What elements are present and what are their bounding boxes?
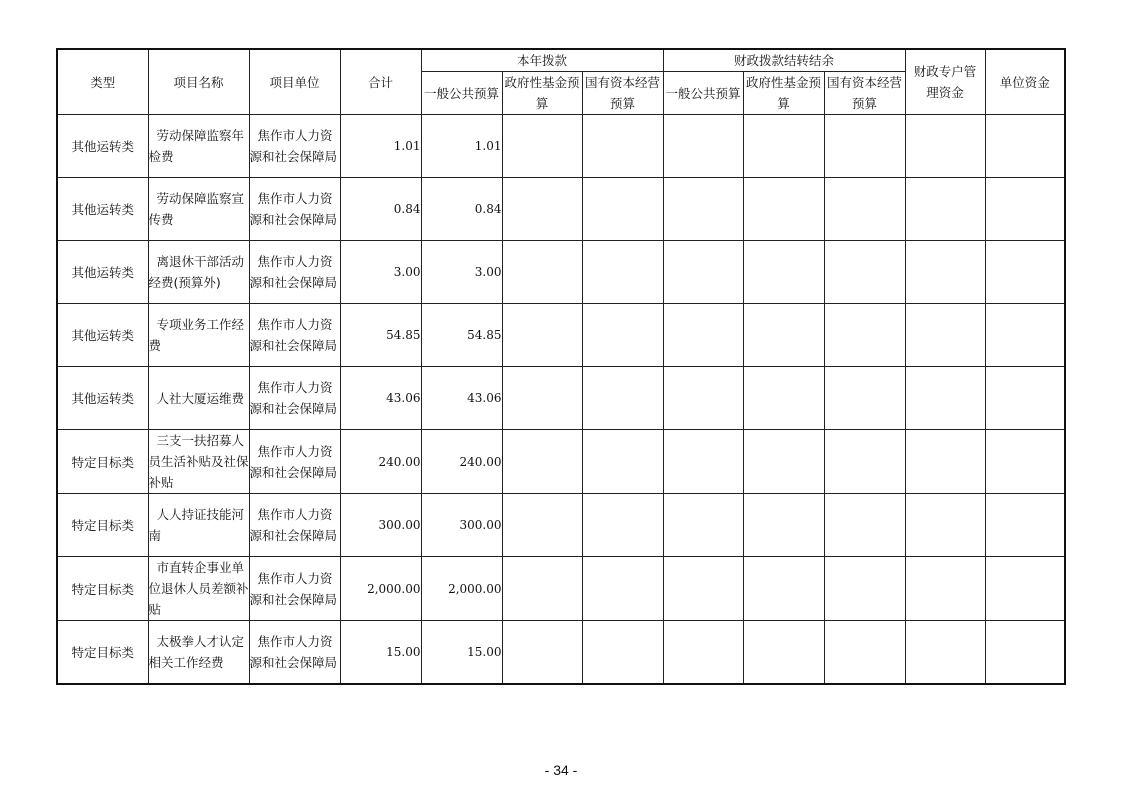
cell-type: 其他运转类: [57, 178, 148, 241]
header-current-gov-fund-budget: 政府性基金预算: [502, 72, 582, 115]
header-group-carryover: 财政拨款结转结余: [663, 49, 905, 72]
cell-total: 300.00: [340, 494, 421, 557]
cell-current-general-budget: 2,000.00: [421, 557, 502, 621]
cell-current-state-capital-budget: [582, 621, 663, 685]
project-name-text: 劳动保障监察年检费: [148, 128, 245, 164]
cell-carryover-general-budget: [663, 115, 743, 178]
project-name-text: 市直转企事业单位退休人员差额补贴: [148, 560, 249, 617]
cell-current-general-budget: 54.85: [421, 304, 502, 367]
cell-special-mgmt-funds: [905, 304, 985, 367]
cell-total: 240.00: [340, 430, 421, 494]
cell-carryover-state-capital-budget: [824, 367, 905, 430]
project-unit-text: 焦作市人力资源和社会保障局: [249, 380, 338, 416]
table-row: [57, 115, 1065, 178]
cell-carryover-state-capital-budget: [824, 304, 905, 367]
cell-type: 特定目标类: [57, 557, 148, 621]
cell-project-unit: [249, 557, 340, 621]
cell-unit-funds: [985, 115, 1065, 178]
table-row: [57, 621, 1065, 685]
page-number: - 34 -: [544, 762, 578, 778]
project-unit-text: 焦作市人力资源和社会保障局: [249, 254, 338, 290]
cell-project-name: [148, 115, 249, 178]
project-name-text: 太极拳人才认定相关工作经费: [148, 634, 245, 670]
table-row: [57, 241, 1065, 304]
project-unit-text: 焦作市人力资源和社会保障局: [249, 634, 338, 670]
cell-special-mgmt-funds: [905, 178, 985, 241]
header-total: 合计: [340, 49, 421, 115]
project-name-text: 三支一扶招募人员生活补贴及社保补贴: [148, 433, 249, 490]
cell-project-name: [148, 621, 249, 685]
cell-project-unit: [249, 621, 340, 685]
cell-total: 2,000.00: [340, 557, 421, 621]
cell-unit-funds: [985, 430, 1065, 494]
table-body: [57, 115, 1065, 685]
cell-unit-funds: [985, 494, 1065, 557]
header-carryover-gov-fund-budget: 政府性基金预算: [743, 72, 824, 115]
cell-project-unit: [249, 304, 340, 367]
table-row: [57, 178, 1065, 241]
cell-type: 特定目标类: [57, 621, 148, 685]
cell-current-gov-fund-budget: [502, 178, 582, 241]
cell-current-general-budget: 3.00: [421, 241, 502, 304]
cell-type: 其他运转类: [57, 241, 148, 304]
cell-project-unit: [249, 115, 340, 178]
cell-special-mgmt-funds: [905, 367, 985, 430]
cell-special-mgmt-funds: [905, 241, 985, 304]
cell-project-unit: [249, 241, 340, 304]
cell-carryover-gov-fund-budget: [743, 557, 824, 621]
table-row: [57, 304, 1065, 367]
cell-current-state-capital-budget: [582, 178, 663, 241]
cell-special-mgmt-funds: [905, 557, 985, 621]
project-unit-text: 焦作市人力资源和社会保障局: [249, 570, 338, 607]
cell-project-name: [148, 178, 249, 241]
cell-carryover-gov-fund-budget: [743, 241, 824, 304]
cell-carryover-general-budget: [663, 304, 743, 367]
cell-unit-funds: [985, 241, 1065, 304]
cell-current-gov-fund-budget: [502, 304, 582, 367]
project-budget-table: [56, 48, 1066, 685]
cell-current-gov-fund-budget: [502, 430, 582, 494]
cell-current-general-budget: 15.00: [421, 621, 502, 685]
cell-project-unit: [249, 430, 340, 494]
cell-current-general-budget: 0.84: [421, 178, 502, 241]
table-row: [57, 494, 1065, 557]
cell-total: 43.06: [340, 367, 421, 430]
cell-carryover-state-capital-budget: [824, 178, 905, 241]
cell-current-state-capital-budget: [582, 115, 663, 178]
cell-carryover-gov-fund-budget: [743, 430, 824, 494]
cell-current-state-capital-budget: [582, 557, 663, 621]
cell-current-gov-fund-budget: [502, 115, 582, 178]
cell-current-general-budget: 43.06: [421, 367, 502, 430]
cell-special-mgmt-funds: [905, 494, 985, 557]
project-unit-text: 焦作市人力资源和社会保障局: [249, 128, 338, 164]
table-header: [57, 49, 1065, 115]
header-unit-funds: 单位资金: [985, 49, 1065, 115]
cell-special-mgmt-funds: [905, 621, 985, 685]
cell-project-unit: [249, 494, 340, 557]
cell-project-name: [148, 367, 249, 430]
header-project-name: 项目名称: [148, 49, 249, 115]
header-project-unit: 项目单位: [249, 49, 340, 115]
cell-total: 54.85: [340, 304, 421, 367]
cell-carryover-general-budget: [663, 430, 743, 494]
cell-carryover-general-budget: [663, 557, 743, 621]
project-name-text: 人社大厦运维费: [156, 390, 245, 406]
project-unit-text: 焦作市人力资源和社会保障局: [249, 191, 338, 227]
project-unit-text: 焦作市人力资源和社会保障局: [249, 507, 338, 543]
table-row: [57, 430, 1065, 494]
cell-carryover-gov-fund-budget: [743, 178, 824, 241]
cell-carryover-gov-fund-budget: [743, 115, 824, 178]
cell-carryover-gov-fund-budget: [743, 621, 824, 685]
cell-carryover-general-budget: [663, 621, 743, 685]
cell-current-gov-fund-budget: [502, 557, 582, 621]
cell-current-state-capital-budget: [582, 430, 663, 494]
project-name-text: 劳动保障监察宣传费: [148, 191, 245, 227]
cell-type: 特定目标类: [57, 494, 148, 557]
project-name-text: 离退休干部活动经费(预算外): [148, 254, 245, 290]
table-row: [57, 367, 1065, 430]
project-name-text: 专项业务工作经费: [148, 317, 245, 353]
cell-carryover-general-budget: [663, 494, 743, 557]
header-carryover-state-capital-budget: 国有资本经营预算: [824, 72, 905, 115]
cell-project-name: [148, 494, 249, 557]
budget-sheet: [56, 48, 1064, 685]
cell-carryover-state-capital-budget: [824, 557, 905, 621]
project-name-text: 人人持证技能河南: [148, 507, 245, 543]
cell-project-unit: [249, 178, 340, 241]
cell-type: 其他运转类: [57, 115, 148, 178]
cell-current-state-capital-budget: [582, 304, 663, 367]
cell-current-state-capital-budget: [582, 241, 663, 304]
cell-project-name: [148, 304, 249, 367]
cell-current-gov-fund-budget: [502, 367, 582, 430]
cell-current-state-capital-budget: [582, 367, 663, 430]
cell-total: 15.00: [340, 621, 421, 685]
cell-current-gov-fund-budget: [502, 494, 582, 557]
cell-carryover-state-capital-budget: [824, 430, 905, 494]
cell-carryover-gov-fund-budget: [743, 367, 824, 430]
cell-current-gov-fund-budget: [502, 241, 582, 304]
cell-project-unit: [249, 367, 340, 430]
cell-type: 其他运转类: [57, 367, 148, 430]
header-special-mgmt-funds: 财政专户管理资金: [905, 49, 985, 115]
cell-unit-funds: [985, 367, 1065, 430]
cell-special-mgmt-funds: [905, 430, 985, 494]
cell-unit-funds: [985, 304, 1065, 367]
cell-total: 0.84: [340, 178, 421, 241]
cell-carryover-state-capital-budget: [824, 494, 905, 557]
header-current-general-budget: 一般公共预算: [421, 72, 502, 115]
cell-carryover-gov-fund-budget: [743, 494, 824, 557]
cell-current-general-budget: 240.00: [421, 430, 502, 494]
cell-unit-funds: [985, 621, 1065, 685]
cell-current-state-capital-budget: [582, 494, 663, 557]
table-row: [57, 557, 1065, 621]
cell-total: 1.01: [340, 115, 421, 178]
header-group-current-year: 本年拨款: [421, 49, 663, 72]
cell-unit-funds: [985, 557, 1065, 621]
cell-carryover-general-budget: [663, 241, 743, 304]
cell-carryover-gov-fund-budget: [743, 304, 824, 367]
cell-project-name: [148, 430, 249, 494]
cell-current-gov-fund-budget: [502, 621, 582, 685]
header-current-state-capital-budget: 国有资本经营预算: [582, 72, 663, 115]
project-unit-text: 焦作市人力资源和社会保障局: [249, 317, 338, 353]
cell-total: 3.00: [340, 241, 421, 304]
cell-current-general-budget: 300.00: [421, 494, 502, 557]
header-carryover-general-budget: 一般公共预算: [663, 72, 743, 115]
cell-carryover-state-capital-budget: [824, 115, 905, 178]
cell-type: 特定目标类: [57, 430, 148, 494]
cell-current-general-budget: 1.01: [421, 115, 502, 178]
header-type: 类型: [57, 49, 148, 115]
cell-unit-funds: [985, 178, 1065, 241]
cell-project-name: [148, 241, 249, 304]
cell-type: 其他运转类: [57, 304, 148, 367]
project-unit-text: 焦作市人力资源和社会保障局: [249, 443, 338, 480]
cell-carryover-state-capital-budget: [824, 241, 905, 304]
cell-project-name: [148, 557, 249, 621]
cell-special-mgmt-funds: [905, 115, 985, 178]
cell-carryover-state-capital-budget: [824, 621, 905, 685]
cell-carryover-general-budget: [663, 178, 743, 241]
cell-carryover-general-budget: [663, 367, 743, 430]
